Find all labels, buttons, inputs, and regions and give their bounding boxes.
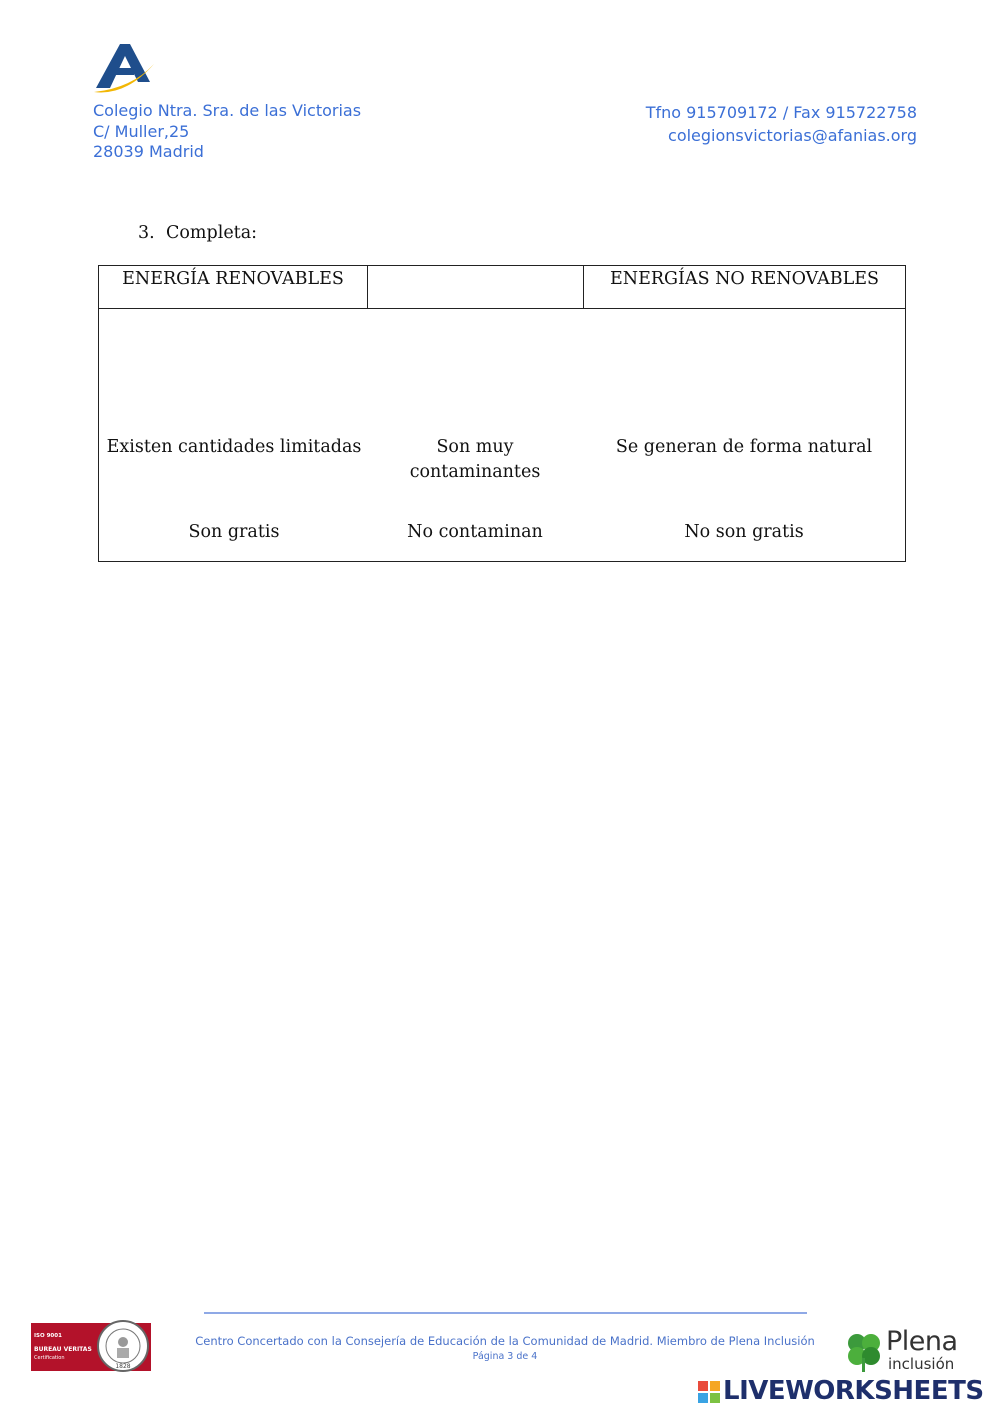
liveworksheets-icon	[698, 1381, 720, 1403]
header-renewable: ENERGÍA RENOVABLES	[122, 269, 344, 289]
exercise-instruction	[138, 223, 257, 243]
plena-inclusion-logo	[846, 1326, 976, 1378]
footer-divider	[204, 1312, 807, 1314]
cert-iso: ISO 9001	[34, 1333, 62, 1339]
school-contact-block	[646, 101, 917, 147]
drag-word[interactable]: No son gratis	[684, 522, 804, 542]
cert-name: BUREAU VERITAS	[34, 1346, 92, 1353]
header-non-renewable: ENERGÍAS NO RENOVABLES	[610, 269, 879, 289]
liveworksheets-watermark	[698, 1378, 994, 1408]
school-name: Colegio Ntra. Sra. de las Victorias	[93, 101, 362, 120]
phone-fax: Tfno 915709172 / Fax 915722758	[645, 103, 917, 122]
certification-badge	[31, 1323, 151, 1371]
liveworksheets-text: LIVEWORKSHEETS	[723, 1376, 984, 1406]
cert-year: 1828	[115, 1363, 131, 1370]
school-email: colegionsvictorias@afanias.org	[668, 126, 917, 145]
school-logo	[92, 42, 156, 96]
cert-sub: Certification	[34, 1355, 65, 1361]
exercise-number: 3.	[138, 223, 155, 243]
exercise-text: Completa:	[166, 223, 258, 243]
inclusion-text: inclusión	[888, 1355, 955, 1373]
classification-table	[98, 265, 906, 562]
bureau-veritas-seal-icon	[97, 1320, 149, 1372]
plena-text: Plena	[886, 1326, 958, 1357]
school-street: C/ Muller,25	[93, 121, 190, 141]
drag-word[interactable]: Existen cantidades limitadas	[106, 437, 362, 457]
footer-text-block	[150, 1333, 860, 1365]
clover-icon	[846, 1332, 882, 1372]
school-city: 28039 Madrid	[93, 142, 204, 161]
drag-word[interactable]: No contaminan	[407, 522, 543, 542]
drag-word[interactable]: Son muy contaminantes	[409, 437, 541, 482]
footer-text: Centro Concertado con la Consejería de Educación de la Comunidad de Madrid. Miembro de Plena Inclusión	[195, 1334, 815, 1348]
drag-word[interactable]: Se generan de forma natural	[615, 437, 873, 457]
school-address-block	[93, 101, 361, 163]
page-number: Página 3 de 4	[472, 1351, 538, 1362]
header-middle-drop-zone[interactable]	[368, 266, 583, 309]
drag-word[interactable]: Son gratis	[188, 522, 280, 542]
